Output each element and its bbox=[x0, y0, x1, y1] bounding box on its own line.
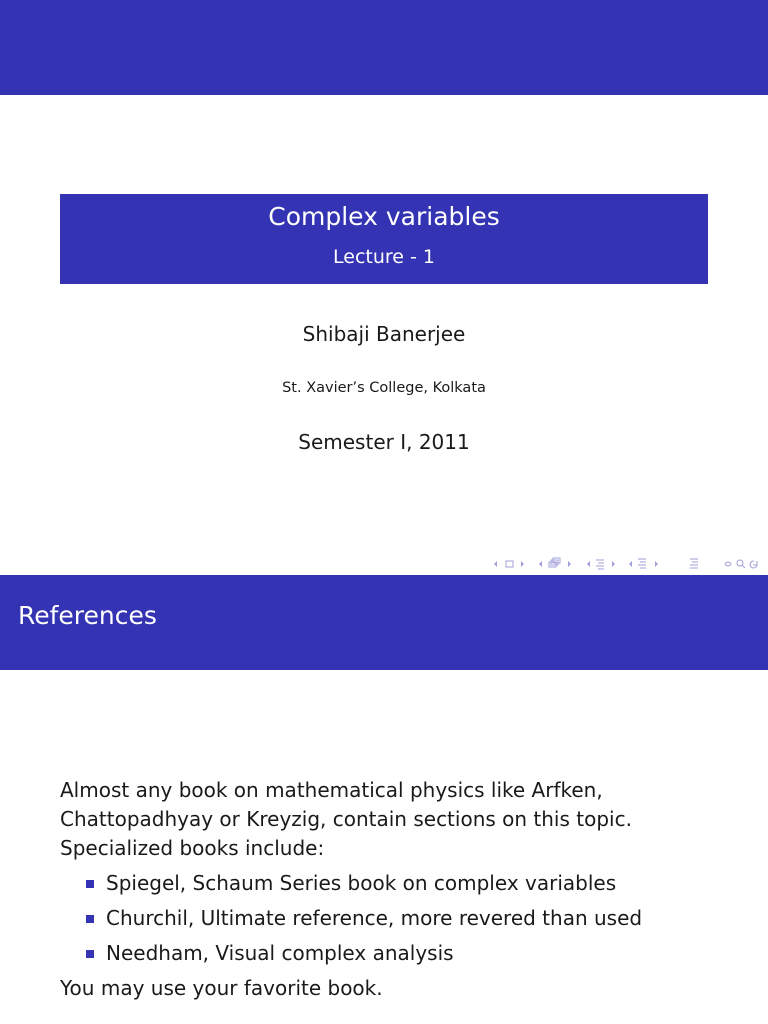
nav-subsection-icon[interactable] bbox=[539, 558, 571, 567]
list-item bbox=[60, 936, 740, 971]
slide-subtitle: Lecture - 1 bbox=[333, 246, 435, 268]
list-item-text: Needham, Visual complex analysis bbox=[106, 941, 454, 965]
references-body bbox=[60, 776, 740, 1003]
list-item-text: Churchil, Ultimate reference, more revered than used bbox=[106, 906, 643, 930]
intro-line: Almost any book on mathematical physics like Arfken, bbox=[60, 778, 603, 802]
closing-line: You may use your favorite book. bbox=[60, 976, 383, 1000]
navigation-bar bbox=[492, 557, 764, 571]
list-item bbox=[60, 866, 740, 901]
references-title: References bbox=[18, 601, 157, 630]
bullet-square-icon bbox=[86, 880, 94, 888]
nav-frame-prev-icon[interactable] bbox=[494, 561, 524, 567]
date-label: Semester I, 2011 bbox=[298, 430, 470, 454]
author-name: Shibaji Banerjee bbox=[302, 322, 466, 346]
intro-line: Chattopadhyay or Kreyzig, contain sections on this topic. bbox=[60, 807, 632, 831]
intro-line: Specialized books include: bbox=[60, 836, 325, 860]
references-list bbox=[60, 866, 740, 971]
title-block bbox=[60, 194, 708, 284]
nav-align-icon[interactable] bbox=[690, 559, 698, 568]
nav-search-icon[interactable] bbox=[725, 560, 757, 568]
nav-presentation-icon[interactable] bbox=[629, 559, 658, 568]
bullet-square-icon bbox=[86, 950, 94, 958]
nav-section-icon[interactable] bbox=[587, 560, 615, 569]
institute-name: St. Xavier’s College, Kolkata bbox=[282, 380, 486, 396]
bullet-square-icon bbox=[86, 915, 94, 923]
slide-header-band bbox=[0, 0, 768, 95]
list-item bbox=[60, 901, 740, 936]
slide-title: Complex variables bbox=[268, 202, 500, 231]
list-item-text: Spiegel, Schaum Series book on complex variables bbox=[106, 871, 617, 895]
